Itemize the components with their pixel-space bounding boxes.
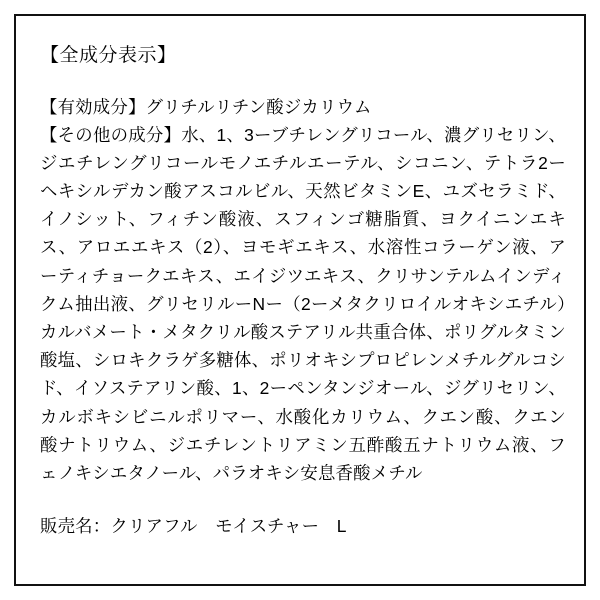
other-ingredients-block (40, 121, 566, 487)
panel-content (40, 42, 566, 541)
active-ingredients-label: 【有効成分】 (40, 96, 146, 117)
product-name-line (40, 513, 566, 541)
active-ingredients-block (40, 93, 566, 121)
other-ingredients-text: 水、1、3ーブチレングリコール、濃グリセリン、ジエチレングリコールモノエチルエーテル、シコニン、テトラ2ーヘキシルデカン酸アスコルビル、天然ビタミンE、ユズセラミド、イノシット、フィチン酸液、スフィンゴ糖脂質、ヨクイニンエキス、アロエエキス（2）、ヨモギエキス、水溶性コラーゲン液、アーティチョークエキス、エイジツエキス、クリサンテルムインディクム抽出液、グリセリルーNー（2ーメタクリロイルオキシエチル）カルバメート・メタクリル酸ステアリル共重合体、ポリグルタミン酸塩、シロキクラゲ多糖体、ポリオキシプロピレンメチルグルコシド、イソステアリン酸、1、2ーペンタンジオール、ジグリセリン、カルボキシビニルポリマー、水酸化カリウム、クエン酸、クエン酸ナトリウム、ジエチレントリアミン五酢酸五ナトリウム液、フェノキシエタノール、パラオキシ安息香酸メチル (40, 124, 566, 483)
product-name-value: クリアフル モイスチャー L (110, 516, 347, 537)
active-ingredients-text: グリチルリチン酸ジカリウム (145, 96, 372, 117)
product-name-label: 販売名： (40, 516, 111, 537)
ingredients-body (40, 93, 566, 488)
page-title: 【全成分表示】 (40, 45, 177, 66)
other-ingredients-label: 【その他の成分】 (40, 124, 182, 145)
ingredient-panel (14, 14, 586, 586)
